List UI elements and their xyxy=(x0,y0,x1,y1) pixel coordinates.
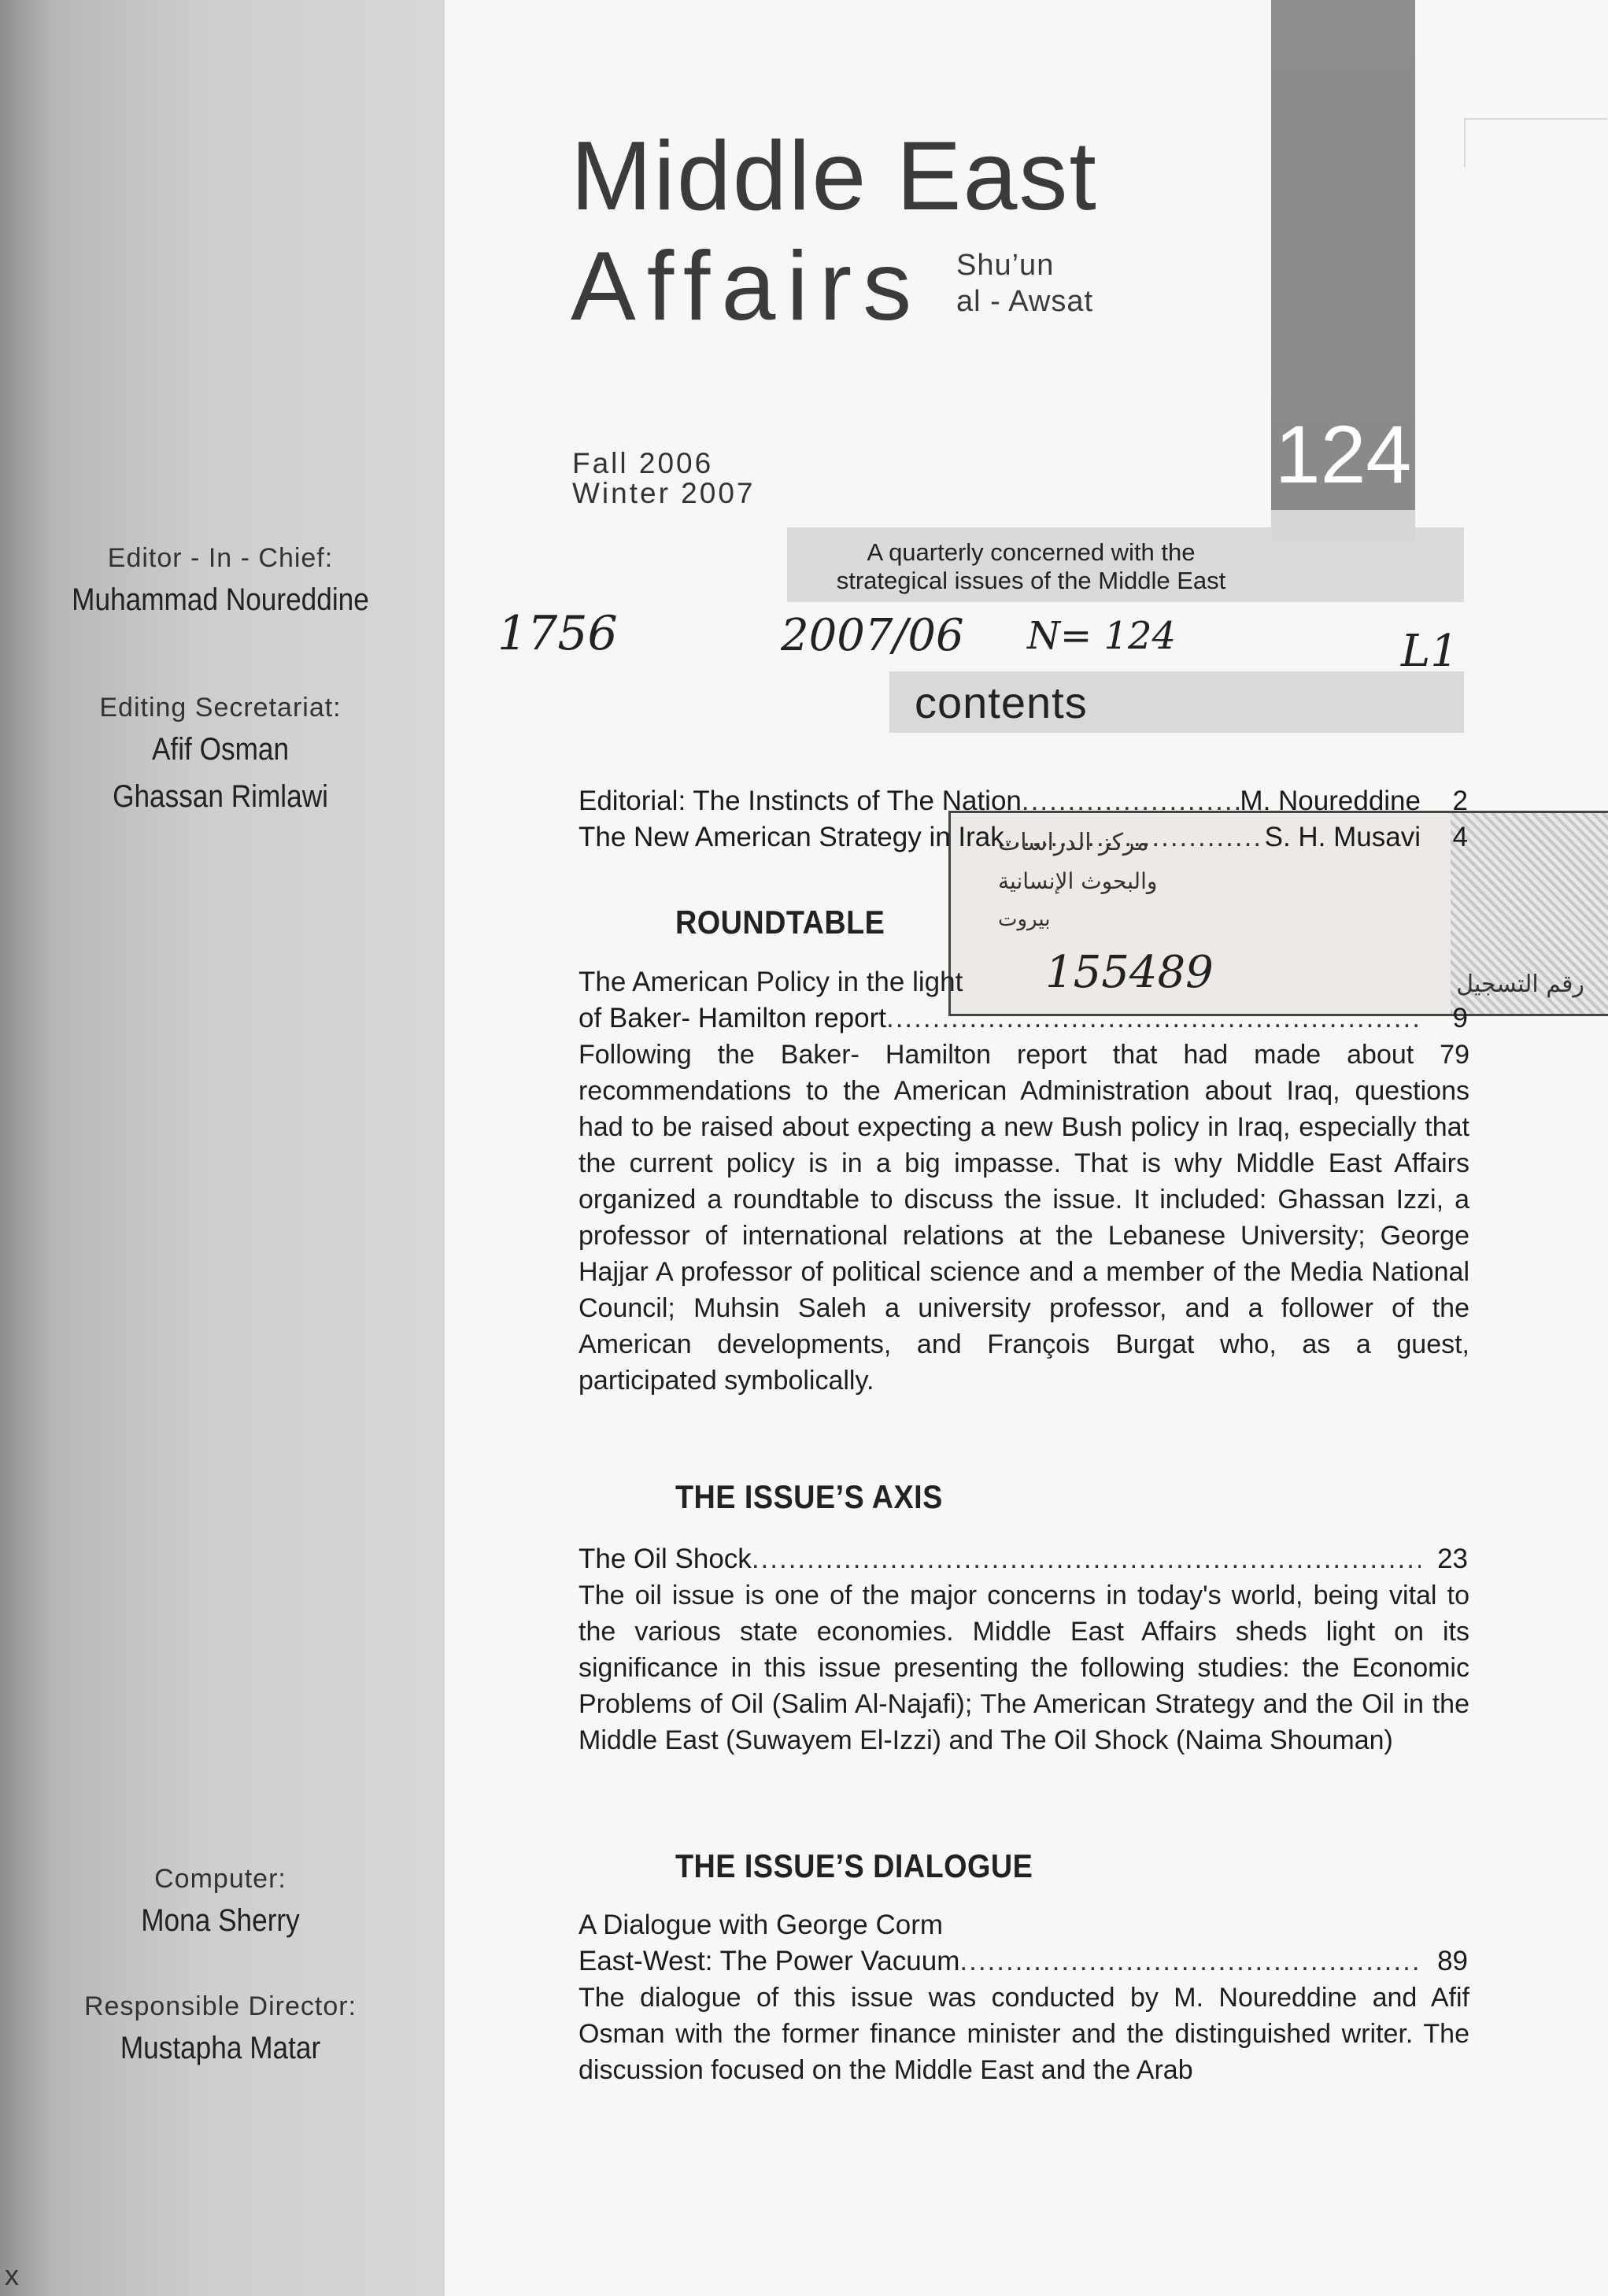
ghost-frame xyxy=(1464,118,1607,167)
stamp-number: 155489 xyxy=(1045,947,1214,998)
handwritten-code: L1 xyxy=(1401,626,1458,677)
editor-name: Muhammad Noureddine xyxy=(72,582,369,617)
toc-editorial-title: Editorial: The Instincts of The Nation xyxy=(579,786,1022,816)
toc-editorial-page: 2 xyxy=(1452,786,1468,816)
stamp-label: رقم التسجيل xyxy=(1456,971,1584,998)
toc-strategy-title: The New American Strategy in Irak xyxy=(579,822,1004,852)
issue-number-tab xyxy=(1271,0,1415,510)
computer-name: Mona Sherry xyxy=(141,1903,300,1938)
stamp-line2: والبحوث الإنسانية xyxy=(998,868,1158,894)
secretariat-name-1: Afif Osman xyxy=(151,732,290,767)
handwritten-accession: 1756 xyxy=(497,606,618,661)
dialogue-page: 89 xyxy=(1437,1946,1468,1976)
leader-dots xyxy=(752,1541,1421,1577)
axis-page: 23 xyxy=(1437,1544,1468,1574)
director-label: Responsible Director: xyxy=(83,1991,357,2021)
dialogue-title-line1[interactable]: A Dialogue with George Corm xyxy=(579,1910,943,1940)
roundtable-page: 9 xyxy=(1452,1003,1468,1033)
issue-date xyxy=(572,449,756,508)
leader-dots xyxy=(886,1000,1421,1037)
stamp-line1: مركز الدراسات xyxy=(998,829,1149,856)
journal-title-line1: Middle East xyxy=(571,122,1098,231)
arabic-name-line2: al - Awsat xyxy=(956,285,1094,318)
tagline xyxy=(771,538,1291,595)
handwritten-issue: N= 124 xyxy=(1027,614,1177,658)
stamp-line3: بيروت xyxy=(998,908,1051,931)
toc-editorial[interactable] xyxy=(579,783,1468,819)
axis-heading: THE ISSUE’S AXIS xyxy=(675,1478,943,1515)
dialogue-title-line2: East-West: The Power Vacuum xyxy=(579,1946,960,1976)
toc-strategy-page: 4 xyxy=(1452,822,1468,852)
leader-dots xyxy=(959,1943,1421,1980)
leader-dots xyxy=(1022,783,1240,819)
toc-axis[interactable] xyxy=(579,1541,1468,1577)
contents-heading: contents xyxy=(915,678,1088,727)
toc-dialogue[interactable] xyxy=(579,1943,1468,1980)
issue-tab-tail xyxy=(1271,510,1415,542)
tagline-line1: A quarterly concerned with the xyxy=(867,538,1196,566)
computer-label: Computer: xyxy=(154,1864,286,1894)
axis-title: The Oil Shock xyxy=(579,1544,752,1574)
director-name: Mustapha Matar xyxy=(120,2031,321,2065)
dialogue-heading: THE ISSUE’S DIALOGUE xyxy=(675,1847,1033,1884)
handwritten-date: 2007/06 xyxy=(781,610,964,661)
secretariat-label: Editing Secretariat: xyxy=(99,693,342,723)
left-gray-band xyxy=(0,0,445,2296)
arabic-name-line1: Shu’un xyxy=(956,249,1055,282)
roundtable-heading: ROUNDTABLE xyxy=(675,904,885,941)
tagline-line2: strategical issues of the Middle East xyxy=(836,567,1226,594)
toc-roundtable[interactable] xyxy=(579,1000,1468,1037)
toc-strategy-author: S. H. Musavi xyxy=(1264,822,1421,852)
editor-label: Editor - In - Chief: xyxy=(107,543,334,573)
roundtable-title-line1[interactable]: The American Policy in the light xyxy=(579,967,963,997)
secretariat-name-2: Ghassan Rimlawi xyxy=(113,779,328,814)
axis-description: The oil issue is one of the major concerns in today's world, being vital to the various state economies. Middle East Affairs sheds light on its significance in this issue presenting the following studies: the Economic Problems of Oil (Salim Al-Najafi); The American Strategy and the Oil in the Middle East (Suwayem El-Izzi) and The Oil Shock (Naima Shouman) xyxy=(579,1581,1469,1755)
journal-title-line2: Affairs xyxy=(571,232,923,341)
season-line2: Winter 2007 xyxy=(572,477,756,509)
issue-number: 124 xyxy=(1274,409,1412,501)
leader-dots xyxy=(1004,819,1265,856)
dialogue-description: The dialogue of this issue was conducted by M. Noureddine and Afif Osman with the former finance minister and the distinguished writer. The discussion focused on the Middle East and the Arab xyxy=(579,1983,1469,2085)
toc-strategy[interactable] xyxy=(579,819,1468,856)
corner-mark: x xyxy=(5,2259,19,2291)
season-line1: Fall 2006 xyxy=(572,447,714,479)
roundtable-description: Following the Baker- Hamilton report that had made about 79 recommendations to the American Administration about Iraq, questions had to be raised about expecting a new Bush policy in Iraq, especially that the current policy is in a big impasse. That is why Middle East Affairs organized a roundtable to discuss the issue. It included: Ghassan Izzi, a professor of international relations at the Lebanese University; George Hajjar A professor of political science and a member of the Media National Council; Muhsin Saleh a university professor, and a follower of the American developments, and François Burgat who, as a guest, participated symbolically. xyxy=(579,1040,1469,1396)
roundtable-title-line2: of Baker- Hamilton report xyxy=(579,1003,886,1033)
journal-arabic-name xyxy=(956,247,1093,320)
toc-editorial-author: M. Noureddine xyxy=(1240,786,1421,816)
